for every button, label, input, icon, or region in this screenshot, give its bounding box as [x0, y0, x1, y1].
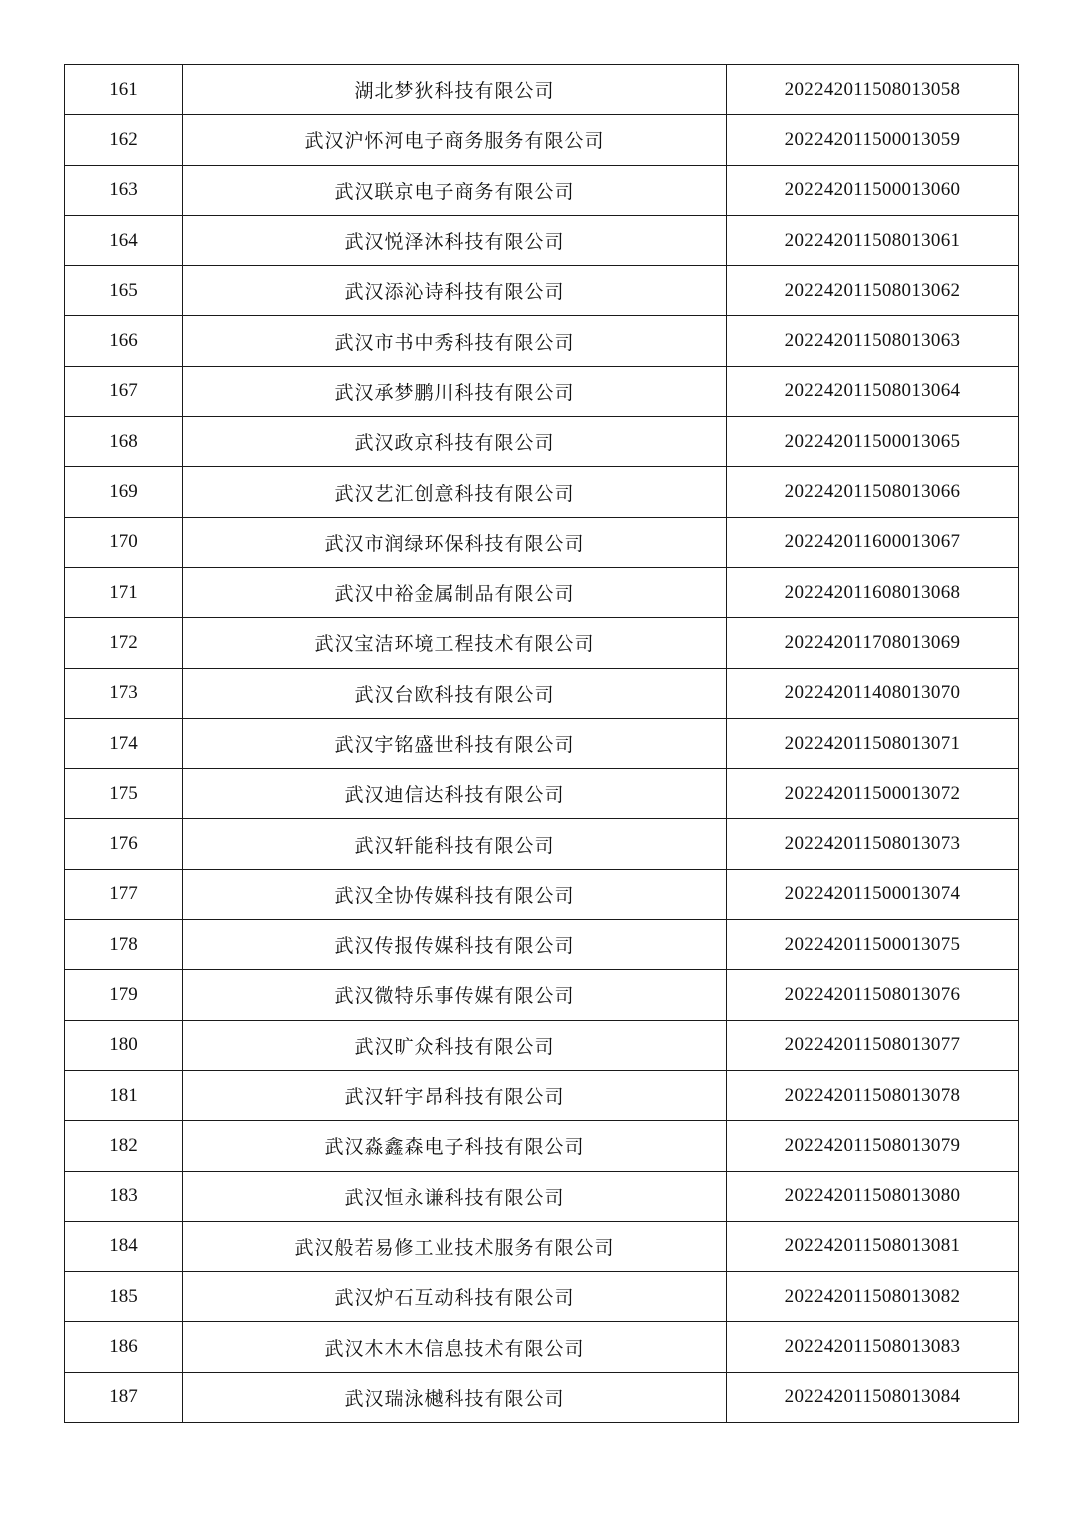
table-row	[65, 215, 1019, 265]
table-row	[65, 316, 1019, 366]
row-number: 185	[65, 1272, 183, 1322]
table-row	[65, 1171, 1019, 1221]
registration-code: 202242011508013062	[727, 266, 1019, 316]
row-number: 165	[65, 266, 183, 316]
company-name: 武汉宇铭盛世科技有限公司	[183, 718, 727, 768]
company-name: 武汉轩宇昂科技有限公司	[183, 1070, 727, 1120]
registration-code: 202242011500013065	[727, 417, 1019, 467]
table-row	[65, 1070, 1019, 1120]
table-row	[65, 467, 1019, 517]
table-row	[65, 1221, 1019, 1271]
table-body	[65, 65, 1019, 1423]
table-row	[65, 668, 1019, 718]
registration-code: 202242011508013071	[727, 718, 1019, 768]
row-number: 187	[65, 1372, 183, 1422]
table-row	[65, 567, 1019, 617]
company-name: 武汉台欧科技有限公司	[183, 668, 727, 718]
registration-code: 202242011508013084	[727, 1372, 1019, 1422]
row-number: 168	[65, 417, 183, 467]
registration-code: 202242011508013078	[727, 1070, 1019, 1120]
row-number: 169	[65, 467, 183, 517]
table-row	[65, 417, 1019, 467]
company-name: 武汉添沁诗科技有限公司	[183, 266, 727, 316]
table-row	[65, 1121, 1019, 1171]
company-name: 武汉悦泽沐科技有限公司	[183, 215, 727, 265]
company-name: 武汉市书中秀科技有限公司	[183, 316, 727, 366]
registration-code: 202242011600013067	[727, 517, 1019, 567]
company-name: 武汉木木木信息技术有限公司	[183, 1322, 727, 1372]
registration-code: 202242011500013059	[727, 115, 1019, 165]
row-number: 183	[65, 1171, 183, 1221]
company-name: 武汉市润绿环保科技有限公司	[183, 517, 727, 567]
registration-code: 202242011508013058	[727, 65, 1019, 115]
company-name: 武汉淼鑫森电子科技有限公司	[183, 1121, 727, 1171]
company-name: 武汉承梦鹏川科技有限公司	[183, 366, 727, 416]
registration-code: 202242011508013073	[727, 819, 1019, 869]
table-row	[65, 266, 1019, 316]
company-name: 武汉轩能科技有限公司	[183, 819, 727, 869]
table-row	[65, 1322, 1019, 1372]
registration-code: 202242011708013069	[727, 618, 1019, 668]
company-name: 武汉般若易修工业技术服务有限公司	[183, 1221, 727, 1271]
row-number: 182	[65, 1121, 183, 1171]
row-number: 176	[65, 819, 183, 869]
company-name: 武汉中裕金属制品有限公司	[183, 567, 727, 617]
table-row	[65, 869, 1019, 919]
table-row	[65, 920, 1019, 970]
registration-code: 202242011500013075	[727, 920, 1019, 970]
row-number: 177	[65, 869, 183, 919]
table-row	[65, 115, 1019, 165]
company-name: 武汉瑞泳樾科技有限公司	[183, 1372, 727, 1422]
company-name: 武汉微特乐事传媒有限公司	[183, 970, 727, 1020]
registration-code: 202242011508013066	[727, 467, 1019, 517]
table-row	[65, 165, 1019, 215]
row-number: 164	[65, 215, 183, 265]
company-name: 武汉宝洁环境工程技术有限公司	[183, 618, 727, 668]
row-number: 186	[65, 1322, 183, 1372]
company-list-table	[64, 64, 1019, 1423]
registration-code: 202242011608013068	[727, 567, 1019, 617]
row-number: 179	[65, 970, 183, 1020]
table-row	[65, 769, 1019, 819]
registration-code: 202242011508013079	[727, 1121, 1019, 1171]
row-number: 170	[65, 517, 183, 567]
row-number: 172	[65, 618, 183, 668]
row-number: 161	[65, 65, 183, 115]
table-row	[65, 517, 1019, 567]
row-number: 178	[65, 920, 183, 970]
registration-code: 202242011500013074	[727, 869, 1019, 919]
row-number: 180	[65, 1020, 183, 1070]
company-name: 武汉恒永谦科技有限公司	[183, 1171, 727, 1221]
table-row	[65, 819, 1019, 869]
company-name: 武汉全协传媒科技有限公司	[183, 869, 727, 919]
company-name: 武汉炉石互动科技有限公司	[183, 1272, 727, 1322]
table-row	[65, 366, 1019, 416]
registration-code: 202242011500013060	[727, 165, 1019, 215]
registration-code: 202242011408013070	[727, 668, 1019, 718]
registration-code: 202242011500013072	[727, 769, 1019, 819]
registration-code: 202242011508013080	[727, 1171, 1019, 1221]
table-row	[65, 1272, 1019, 1322]
table-row	[65, 1020, 1019, 1070]
row-number: 181	[65, 1070, 183, 1120]
registration-code: 202242011508013077	[727, 1020, 1019, 1070]
table-row	[65, 970, 1019, 1020]
company-name: 武汉沪怀河电子商务服务有限公司	[183, 115, 727, 165]
registration-code: 202242011508013082	[727, 1272, 1019, 1322]
registration-code: 202242011508013064	[727, 366, 1019, 416]
row-number: 171	[65, 567, 183, 617]
row-number: 162	[65, 115, 183, 165]
registration-code: 202242011508013081	[727, 1221, 1019, 1271]
company-name: 武汉旷众科技有限公司	[183, 1020, 727, 1070]
row-number: 167	[65, 366, 183, 416]
company-name: 武汉联京电子商务有限公司	[183, 165, 727, 215]
company-name: 武汉传报传媒科技有限公司	[183, 920, 727, 970]
table-row	[65, 1372, 1019, 1422]
row-number: 173	[65, 668, 183, 718]
company-name: 武汉艺汇创意科技有限公司	[183, 467, 727, 517]
registration-code: 202242011508013063	[727, 316, 1019, 366]
row-number: 163	[65, 165, 183, 215]
row-number: 175	[65, 769, 183, 819]
company-name: 武汉迪信达科技有限公司	[183, 769, 727, 819]
registration-code: 202242011508013083	[727, 1322, 1019, 1372]
table-row	[65, 718, 1019, 768]
table-row	[65, 65, 1019, 115]
row-number: 166	[65, 316, 183, 366]
table-row	[65, 618, 1019, 668]
row-number: 174	[65, 718, 183, 768]
row-number: 184	[65, 1221, 183, 1271]
company-name: 湖北梦狄科技有限公司	[183, 65, 727, 115]
company-name: 武汉政京科技有限公司	[183, 417, 727, 467]
registration-code: 202242011508013076	[727, 970, 1019, 1020]
registration-code: 202242011508013061	[727, 215, 1019, 265]
